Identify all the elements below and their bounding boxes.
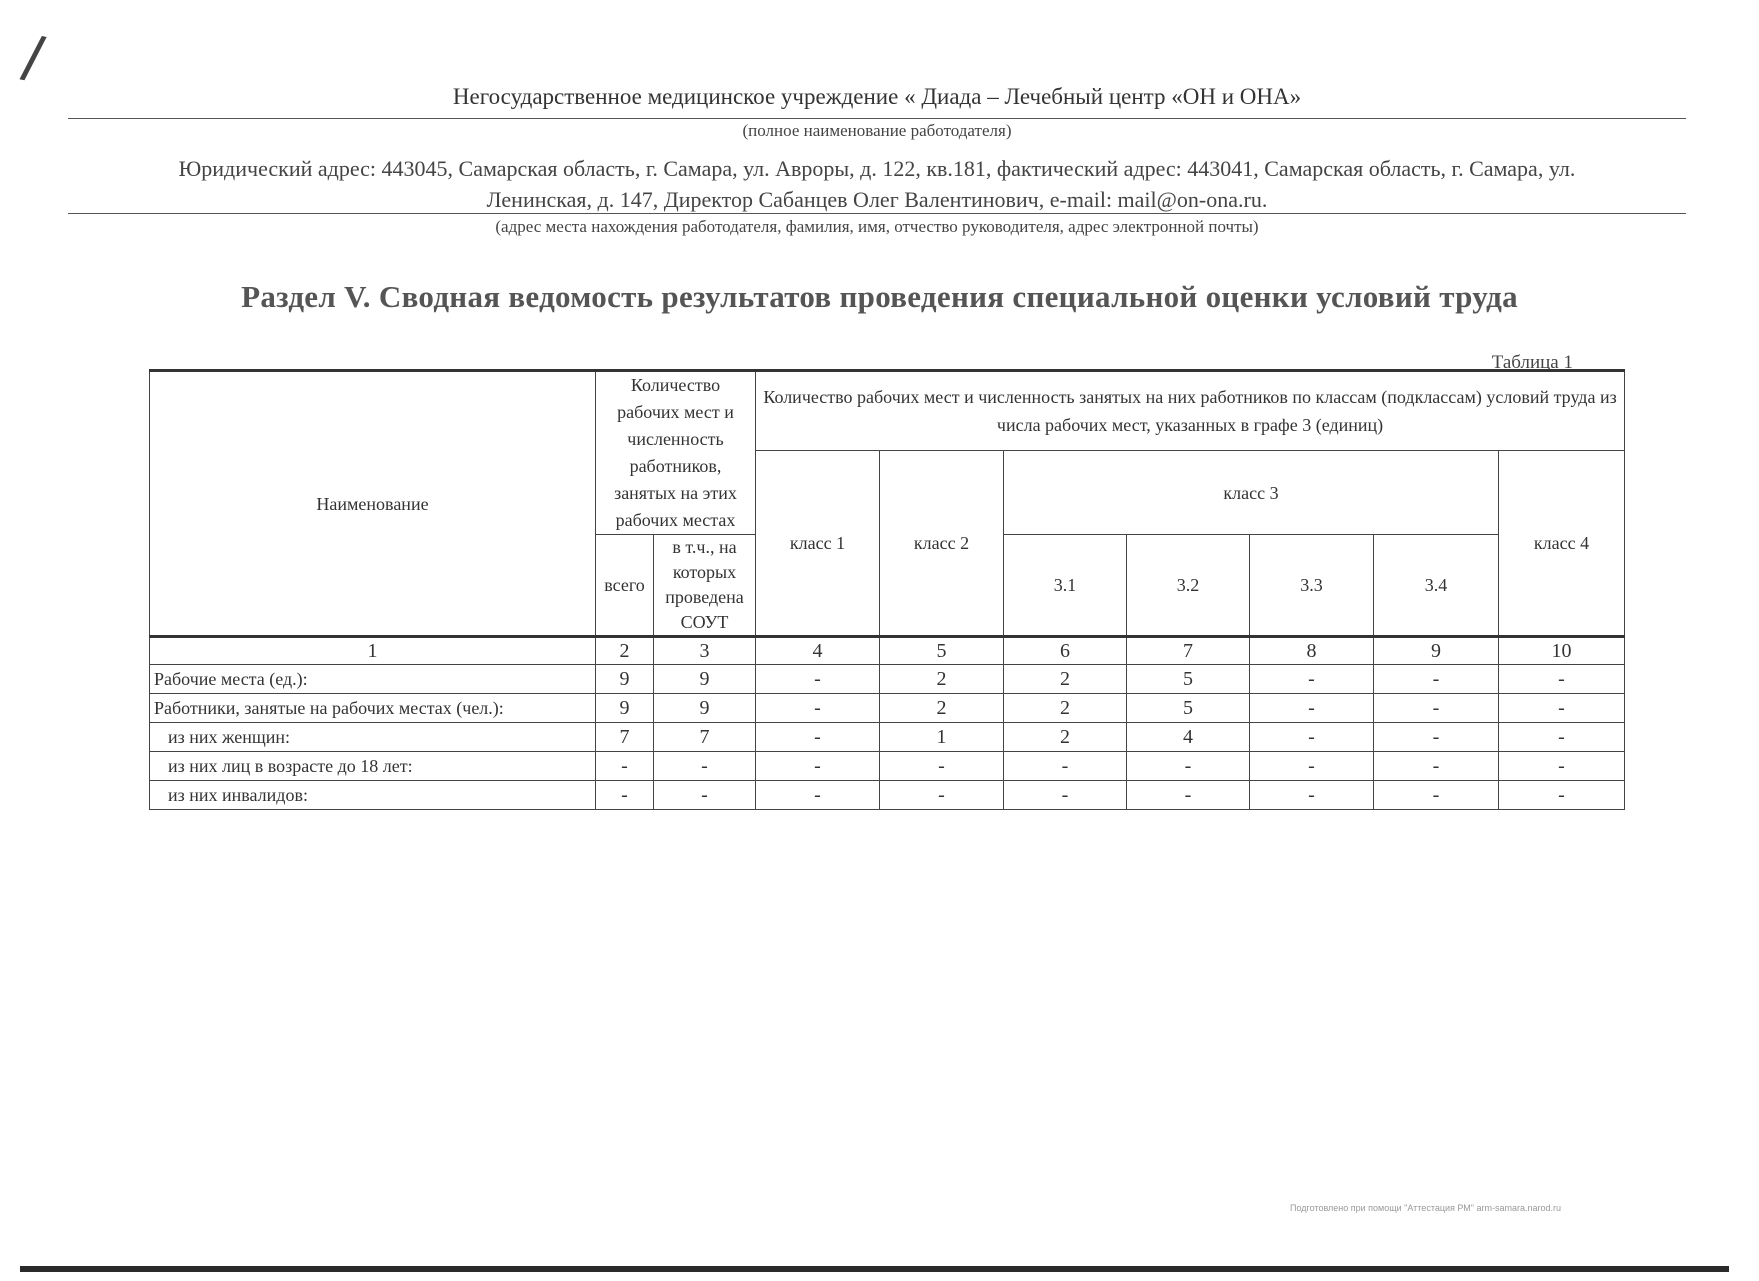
cell-value: 9 [654, 665, 756, 694]
cell-value: 5 [1127, 694, 1250, 723]
column-number: 10 [1499, 637, 1625, 665]
table-label: Таблица 1 [1491, 352, 1573, 373]
column-number: 3 [654, 637, 756, 665]
cell-value: 2 [1004, 694, 1127, 723]
cell-value: - [1250, 781, 1374, 810]
header-sub-3-4: 3.4 [1374, 535, 1499, 637]
divider [68, 118, 1686, 119]
cell-value: - [1374, 665, 1499, 694]
cell-value: 5 [1127, 665, 1250, 694]
summary-table [149, 369, 1625, 810]
employer-name-caption: (полное наименование работодателя) [742, 121, 1012, 140]
cell-value: - [756, 694, 880, 723]
cell-value: - [756, 752, 880, 781]
cell-value: - [1499, 752, 1625, 781]
header-classes-group: Количество рабочих мест и численность занятых на них работников по классам (подклассам) условий труда из числа рабочих мест, указанных в графе 3 (единиц) [756, 371, 1625, 451]
scan-edge-bar [20, 1266, 1729, 1272]
cell-value: 2 [1004, 665, 1127, 694]
header-total: всего [596, 535, 654, 637]
header-sub-3-3: 3.3 [1250, 535, 1374, 637]
cell-value: 4 [1127, 723, 1250, 752]
section-title: Раздел V. Сводная ведомость результатов проведения специальной оценки условий труда [241, 279, 1518, 314]
header-class3: класс 3 [1004, 451, 1499, 535]
cell-value: - [880, 752, 1004, 781]
column-number: 8 [1250, 637, 1374, 665]
cell-value: - [596, 781, 654, 810]
header-class1: класс 1 [756, 451, 880, 637]
cell-value: - [756, 781, 880, 810]
cell-value: - [880, 781, 1004, 810]
header-sub-3-2: 3.2 [1127, 535, 1250, 637]
cell-value: - [596, 752, 654, 781]
header-count-group: Количество рабочих мест и численность работников, занятых на этих рабочих местах [596, 371, 756, 535]
cell-value: 2 [880, 665, 1004, 694]
table-row [150, 665, 1625, 694]
cell-value: - [1499, 781, 1625, 810]
header-sub-3-1: 3.1 [1004, 535, 1127, 637]
cell-value: 2 [880, 694, 1004, 723]
table-row [150, 781, 1625, 810]
cell-value: - [1127, 752, 1250, 781]
row-label: из них женщин: [150, 723, 596, 752]
table-row [150, 723, 1625, 752]
header-sout: в т.ч., на которых проведена СОУТ [654, 535, 756, 637]
column-number: 6 [1004, 637, 1127, 665]
footer-note: Подготовлено при помощи "Аттестация РМ" arm-samara.narod.ru [1290, 1203, 1562, 1213]
cell-value: - [1374, 781, 1499, 810]
cell-value: - [1004, 752, 1127, 781]
cell-value: - [1250, 723, 1374, 752]
table-row [150, 752, 1625, 781]
cell-value: - [1127, 781, 1250, 810]
column-number: 1 [150, 637, 596, 665]
cell-value: - [1499, 665, 1625, 694]
divider [68, 213, 1686, 214]
cell-value: - [1004, 781, 1127, 810]
cell-value: - [756, 723, 880, 752]
pen-mark: / [16, 21, 50, 97]
cell-value: 9 [596, 694, 654, 723]
cell-value: - [756, 665, 880, 694]
row-label: Работники, занятые на рабочих местах (чел.): [150, 694, 596, 723]
cell-value: - [1499, 694, 1625, 723]
cell-value: 1 [880, 723, 1004, 752]
cell-value: - [1250, 694, 1374, 723]
cell-value: - [1374, 694, 1499, 723]
cell-value: - [1499, 723, 1625, 752]
column-number: 4 [756, 637, 880, 665]
employer-address-line1: Юридический адрес: 443045, Самарская область, г. Самара, ул. Авроры, д. 122, кв.181, фактический адрес: 443041, Самарская область, г. Самара, ул. [178, 156, 1576, 181]
table-row [150, 694, 1625, 723]
row-label: Рабочие места (ед.): [150, 665, 596, 694]
cell-value: 9 [596, 665, 654, 694]
employer-address-line2: Ленинская, д. 147, Директор Сабанцев Олег Валентинович, e-mail: mail@on-ona.ru. [486, 187, 1268, 212]
column-number: 2 [596, 637, 654, 665]
column-number: 7 [1127, 637, 1250, 665]
cell-value: - [1250, 752, 1374, 781]
column-number: 5 [880, 637, 1004, 665]
cell-value: 7 [654, 723, 756, 752]
header-class2: класс 2 [880, 451, 1004, 637]
cell-value: - [1374, 752, 1499, 781]
cell-value: 7 [596, 723, 654, 752]
cell-value: - [654, 781, 756, 810]
column-numbers-row [150, 637, 1625, 665]
header-name: Наименование [150, 371, 596, 637]
cell-value: - [1250, 665, 1374, 694]
cell-value: 9 [654, 694, 756, 723]
cell-value: - [1374, 723, 1499, 752]
header-class4: класс 4 [1499, 451, 1625, 637]
cell-value: - [654, 752, 756, 781]
cell-value: 2 [1004, 723, 1127, 752]
row-label: из них лиц в возрасте до 18 лет: [150, 752, 596, 781]
employer-address-caption: (адрес места нахождения работодателя, фамилия, имя, отчество руководителя, адрес электронной почты) [495, 217, 1259, 236]
row-label: из них инвалидов: [150, 781, 596, 810]
employer-name: Негосударственное медицинское учреждение « Диада – Лечебный центр «ОН и ОНА» [452, 84, 1302, 109]
column-number: 9 [1374, 637, 1499, 665]
